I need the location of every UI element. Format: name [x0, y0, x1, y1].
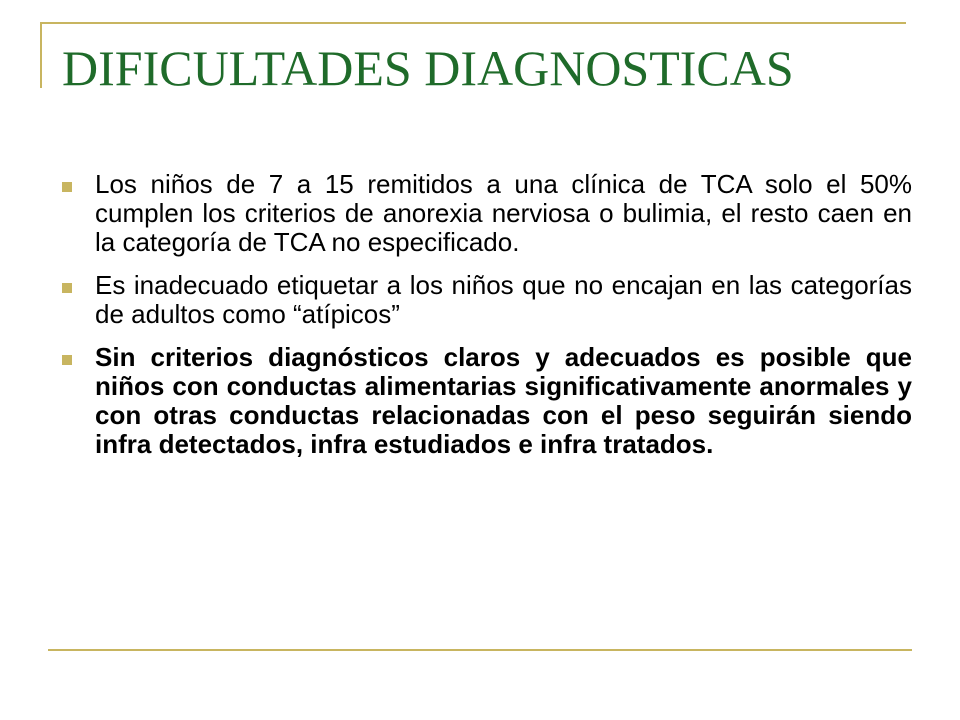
slide-title: DIFICULTADES DIAGNOSTICAS — [62, 40, 794, 96]
bullet-text-1: Los niños de 7 a 15 remitidos a una clínica de TCA solo el 50% cumplen los criterios de anorexia nerviosa o bulimia, el resto caen en la categoría de TCA no especificado. — [95, 169, 912, 257]
square-bullet-icon — [62, 283, 72, 293]
bottom-border-line — [48, 649, 912, 651]
bullet-item-3 — [62, 343, 912, 459]
bullet-text-2: Es inadecuado etiquetar a los niños que no encajan en las categorías de adultos como “atípicos” — [95, 270, 912, 329]
bullet-text-3: Sin criterios diagnósticos claros y adecuados es posible que niños con conductas alimentarias significativamente anormales y con otras conductas relacionadas con el peso seguirán siendo infra detectados, infra estudiados e infra tratados. — [95, 342, 912, 459]
bullet-item-2 — [62, 271, 912, 329]
square-bullet-icon — [62, 182, 72, 192]
bullet-item-1 — [62, 170, 912, 257]
bullet-list — [62, 170, 912, 473]
left-border-line — [40, 22, 42, 88]
top-border-line — [40, 22, 906, 24]
square-bullet-icon — [62, 355, 72, 365]
